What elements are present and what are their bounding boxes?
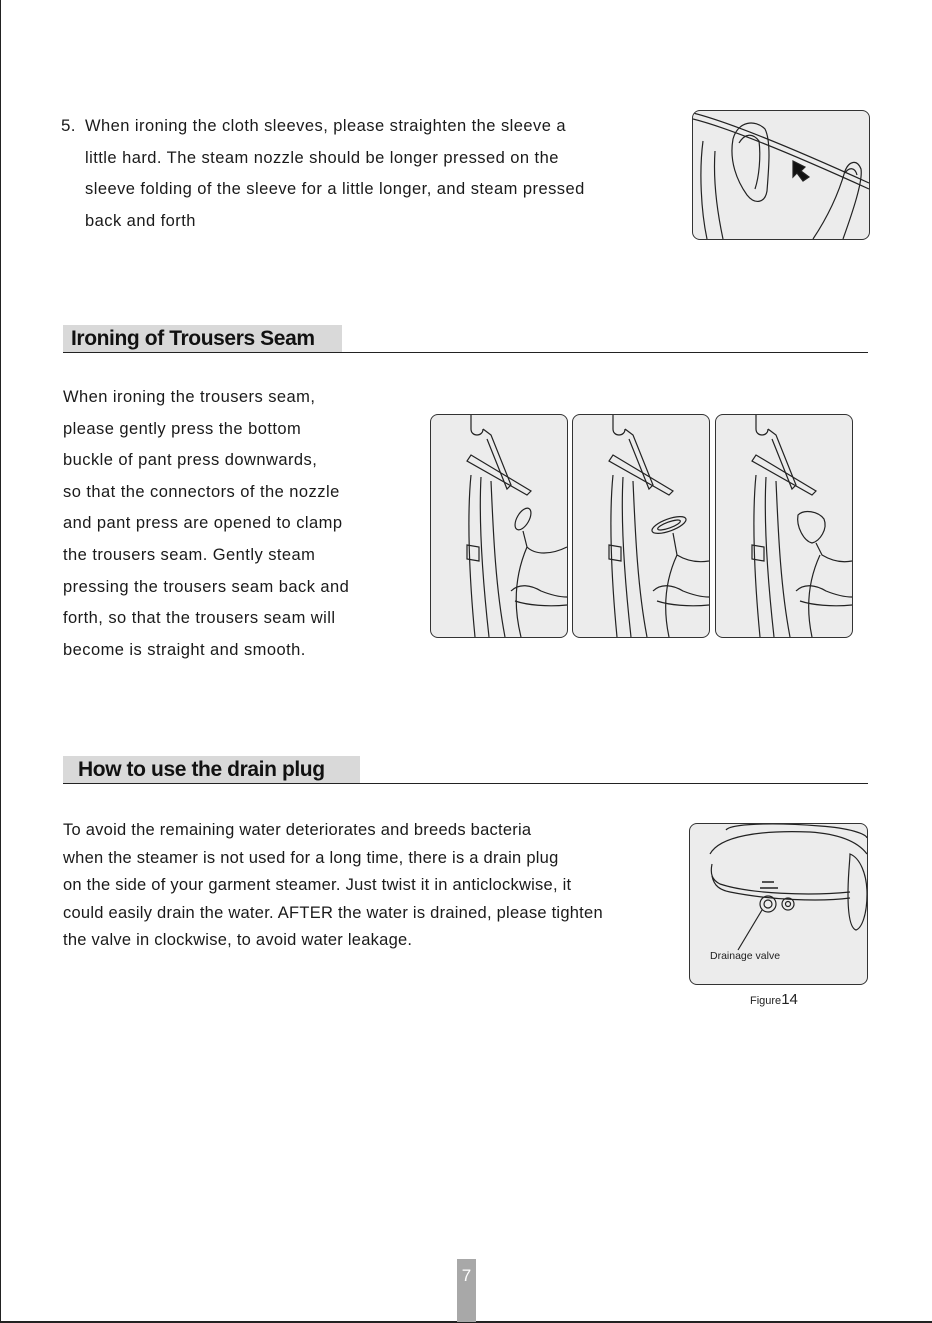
text-line: when the steamer is not used for a long time, there is a drain plug [63,848,559,867]
section-header-tab [63,325,342,352]
sleeve-paragraph [85,111,585,237]
trousers-paragraph [63,382,349,666]
trousers-illustration-2 [572,414,710,638]
page-border-left [0,0,1,1323]
figure-caption [750,991,798,1008]
trousers-illustration-3 [715,414,853,638]
section-header-tab [63,756,360,783]
text-line: sleeve folding of the sleeve for a little longer, and steam pressed [85,180,585,199]
text-line: back and forth [85,211,196,230]
text-line: could easily drain the water. AFTER the water is drained, please tighten [63,903,603,922]
text-line: To avoid the remaining water deteriorates and breeds bacteria [63,821,532,839]
figure-caption-number: 14 [781,991,798,1008]
step-number: 5. [61,116,76,135]
text-line: When ironing the trousers seam, [63,388,316,406]
text-line: pressing the trousers seam back and [63,577,350,596]
section-header-trousers [63,325,868,353]
text-line: When ironing the cloth sleeves, please straighten the sleeve a [85,117,567,135]
sleeve-illustration [692,110,870,240]
text-line: please gently press the bottom [63,419,302,438]
text-line: the trousers seam. Gently steam [63,545,316,564]
section-title: How to use the drain plug [78,758,325,781]
drainage-valve-label: Drainage valve [710,950,781,962]
text-line: buckle of pant press downwards, [63,451,318,470]
text-line: so that the connectors of the nozzle [63,482,340,501]
text-line: forth, so that the trousers seam will [63,609,336,628]
section-header-drain [63,756,868,784]
text-line: and pant press are opened to clamp [63,514,343,533]
text-line: little hard. The steam nozzle should be longer pressed on the [85,148,559,167]
page-number: 7 [457,1259,476,1322]
figure-caption-word: Figure [750,995,782,1007]
section-title: Ironing of Trousers Seam [71,327,315,350]
text-line: on the side of your garment steamer. Just twist it in anticlockwise, it [63,876,572,894]
trousers-illustration-1 [430,414,568,638]
text-line: become is straight and smooth. [63,640,306,659]
drain-paragraph [63,817,603,955]
text-line: the valve in clockwise, to avoid water leakage. [63,931,413,949]
drain-valve-illustration [689,823,868,985]
